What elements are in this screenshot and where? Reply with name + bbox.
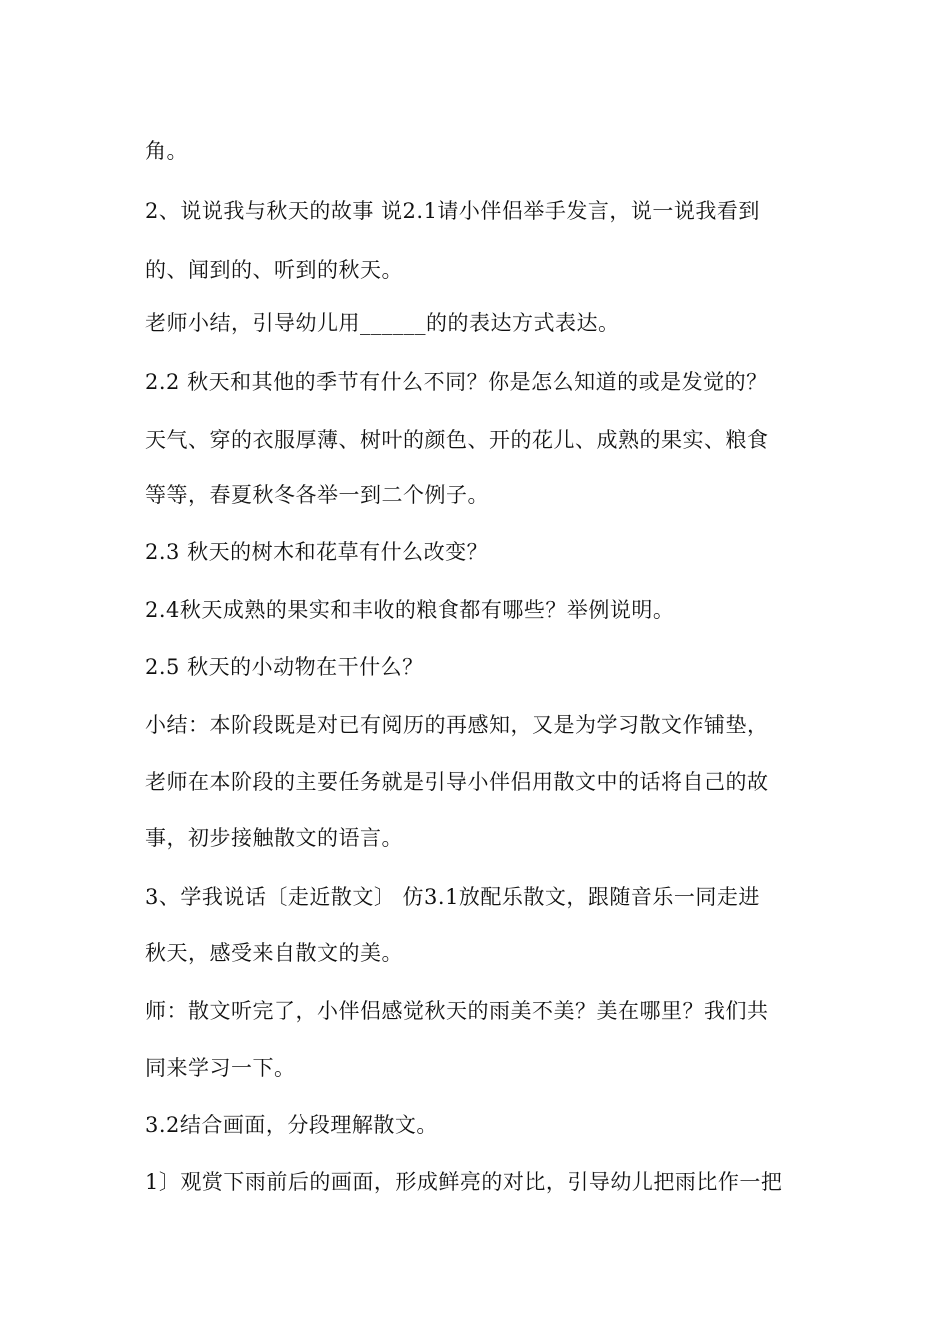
text-line: 天气、穿的衣服厚薄、树叶的颜色、开的花儿、成熟的果实、粮食 (145, 428, 769, 452)
text-line: 秋天，感受来自散文的美。 (145, 941, 403, 965)
text-line: 2.5 秋天的小动物在干什么？ (145, 655, 424, 679)
text-line: 同来学习一下。 (145, 1056, 296, 1080)
text-line: 3.2结合画面，分段理解散文。 (145, 1113, 438, 1137)
text-line: 等等，春夏秋冬各举一到二个例子。 (145, 483, 489, 507)
text-line: 事，初步接触散文的语言。 (145, 826, 403, 850)
text-line: 老师小结，引导幼儿用______的的表达方式表达。 (145, 311, 620, 335)
text-line: 3、学我说话〔走近散文〕 仿3.1放配乐散文，跟随音乐一同走进 (145, 885, 760, 909)
text-line: 角。 (145, 139, 188, 163)
text-line: 2.4秋天成熟的果实和丰收的粮食都有哪些？举例说明。 (145, 598, 675, 622)
text-line: 老师在本阶段的主要任务就是引导小伴侣用散文中的话将自己的故 (145, 770, 769, 794)
text-line: 2.3 秋天的树木和花草有什么改变？ (145, 540, 489, 564)
text-line: 小结：本阶段既是对已有阅历的再感知，又是为学习散文作铺垫， (145, 713, 769, 737)
text-line: 1〕观赏下雨前后的画面，形成鲜亮的对比，引导幼儿把雨比作一把 (145, 1170, 783, 1194)
text-line: 师：散文听完了，小伴侣感觉秋天的雨美不美？美在哪里？我们共 (145, 999, 769, 1023)
text-line: 2、说说我与秋天的故事 说2.1请小伴侣举手发言，说一说我看到 (145, 199, 760, 223)
text-line: 2.2 秋天和其他的季节有什么不同？你是怎么知道的或是发觉的？ (145, 370, 768, 394)
text-line: 的、闻到的、听到的秋天。 (145, 258, 403, 282)
